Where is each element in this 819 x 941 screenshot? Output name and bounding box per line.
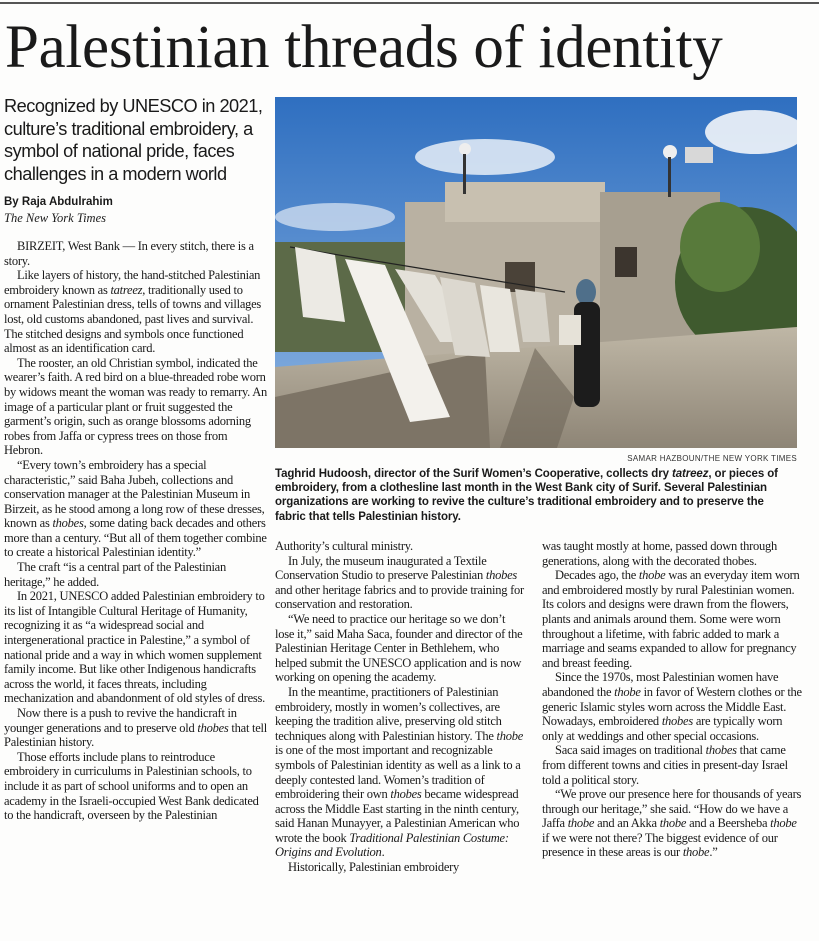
paragraph: Since the 1970s, most Palestinian women have abandoned the thobe in favor of Western clothes or the generic Islamic styles worn across the Middle East. Nowadays, embroidered thobes are typically worn only at weddings and other special occasions. [542,670,802,743]
paragraph: Those efforts include plans to reintroduce embroidery in curriculums in Palestinian schools, to include it as part of school uniforms and to open an academy in the Israeli-occupied West Bank dedicated to the handicraft, overseen by the Palestinian [4,749,259,823]
paragraph: Saca said images on traditional thobes that came from different towns and cities in present-day Israel told a political story. [542,743,788,787]
paragraph: The craft “is a central part of the Palestinian heritage,” he added. [4,560,226,589]
paragraph: was taught mostly at home, passed down through generations, along with the decorated thobes. [542,539,777,568]
photo-caption: Taghrid Hudoosh, director of the Surif Women’s Cooperative, collects dry tatreez, or pieces of embroidery, from a clothesline last month in the West Bank city of Surif. Several Palestinian organizations are working to revive the culture’s traditional embroidery and to preserve the fabric that tells Palestinian history. [275,468,778,523]
paragraph: The rooster, an old Christian symbol, indicated the wearer’s faith. A red bird on a blue-threaded robe worn by widows meant the woman was ready to remarry. An image of a particular plant or fruit suggested the garment’s origin, such as orange blossoms adorning robes from Jaffa or cypress trees on those from Hebron. [4,355,268,458]
clothesline-courtyard-photo [275,97,797,448]
paragraph: Authority’s cultural ministry. [275,539,413,553]
deck-subheadline: Recognized by UNESCO in 2021, culture’s traditional embroidery, a symbol of national pride, faces challenges in a modern world [4,96,263,184]
paragraph: In the meantime, practitioners of Palestinian embroidery, mostly in women’s collectives, are keeping the tradition alive, preserving old stitch techniques along with Palestinian history. The thobe is one of the most important and recognizable symbols of Palestinian identity as well as a link to a deeply contested land. Women’s tradition of embroidering their own thobes became widespread across the Middle East starting in the ninth century, said Hanan Munayyer, a Palestinian American who wrote the book Traditional Palestinian Costume: Origins and Evolution. [275,684,524,860]
paragraph: Like layers of history, the hand-stitched Palestinian embroidery known as tatreez, traditionally used to ornament Palestinian dress, tells of towns and villages lost, old customs abandoned, past lives and survival. The stitched designs and symbols once functioned almost as an identification card. [4,268,262,356]
paragraph: BIRZEIT, West Bank — In every stitch, there is a story. [4,239,254,268]
article-photo [275,97,797,448]
paragraph: Decades ago, the thobe was an everyday item worn and embroidered mostly by rural Palestinian women. Its colors and designs were drawn from the flowers, plants and animals around them. Some were worn throughout a lifetime, with fabric added to mark a marriage and seams expanded to allow for pregnancy and breast feeding. [542,568,800,670]
article-column-2 [275,539,527,875]
article-column-1 [4,239,267,823]
paragraph: Now there is a push to revive the handicraft in younger generations and to preserve old thobes that tell Palestinian history. [4,706,268,750]
paragraph: In 2021, UNESCO added Palestinian embroidery to its list of Intangible Cultural Heritage of Humanity, recognizing it as “a widespread social and intergenerational practice in Palestine,” a symbol of national pride and a way in which women supplement family income. But like other Indigenous handicrafts across the world, it faces threats, including mechanization and abandonment of old styles of dress. [4,589,265,706]
paragraph: In July, the museum inaugurated a Textile Conservation Studio to preserve Palestinian thobes and other heritage fabrics and to provide training for conservation and restoration. [275,553,524,612]
paragraph: “Every town’s embroidery has a special characteristic,” said Baha Jubeh, collections and conservation manager at the Palestinian Museum in Birzeit, as he stood among a long row of these dresses, known as thobes, some dating back decades and others more than a century. “But all of them together combine to create a historical Palestinian identity.” [4,457,267,560]
paragraph: “We prove our presence here for thousands of years through our heritage,” she said. “How do we have a Jaffa thobe and an Akka thobe and a Beersheba thobe if we were not there? The biggest evidence of our presence in these areas is our thobe.” [542,787,802,860]
headline: Palestinian threads of identity [5,14,723,81]
article-column-3 [542,539,802,860]
outlet-name: The New York Times [4,211,106,225]
paragraph: Historically, Palestinian embroidery [288,860,460,875]
paragraph: “We need to practice our heritage so we don’t lose it,” said Maha Saca, founder and director of the Palestinian Heritage Center in Bethlehem, who helped submit the UNESCO application and is now working on opening the academy. [275,611,523,685]
byline: By Raja Abdulrahim [4,196,113,208]
top-rule [0,2,819,4]
photo-credit: SAMAR HAZBOUN/THE NEW YORK TIMES [627,454,797,463]
